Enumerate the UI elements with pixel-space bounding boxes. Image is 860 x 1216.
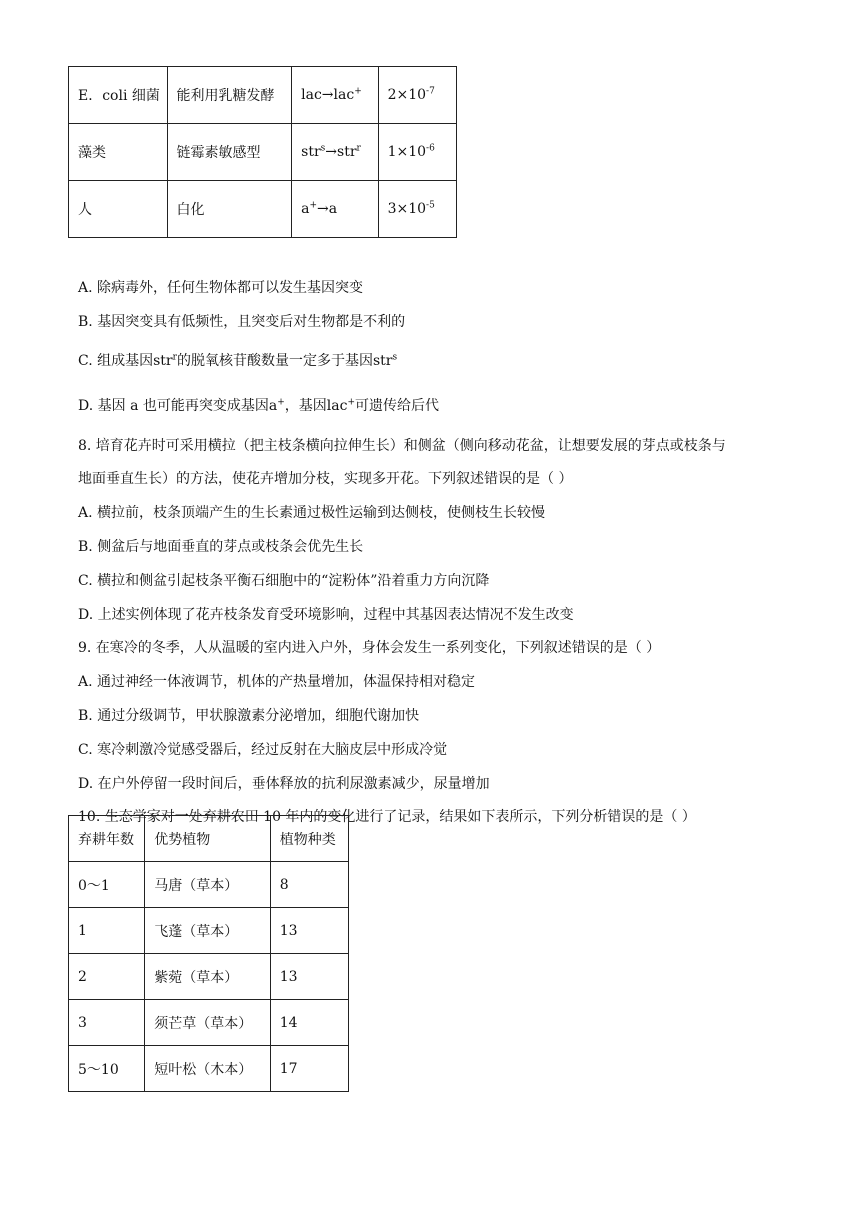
gene-superscript: + [277, 397, 285, 408]
q7-option-b: B. 基因突变具有低频性，且突变后对生物都是不利的 [78, 314, 406, 330]
years-cell: 5～10 [69, 1046, 145, 1092]
q10-stem: 10. 生态学家对一处弃耕农田 10 年内的变化进行了记录，结果如下表所示，下列分析错误的是（ ） [78, 809, 696, 825]
gene-cell [292, 181, 378, 238]
q9-option-d: D. 在户外停留一段时间后，垂体释放的抗利尿激素减少，尿量增加 [78, 776, 490, 792]
years-cell: 3 [69, 1000, 145, 1046]
rate-exponent: -7 [426, 86, 435, 97]
option-text: 可遗传给后代 [355, 398, 439, 414]
years-cell: 2 [69, 954, 145, 1000]
table-row [69, 908, 349, 954]
q9-option-a: A. 通过神经一体液调节，机体的产热量增加，体温保持相对稳定 [78, 674, 476, 690]
table-row [69, 862, 349, 908]
rate-text: 1×10 [387, 144, 427, 160]
option-text: D. 基因 a 也可能再突变成基因 [78, 398, 269, 414]
gene-text: a [301, 201, 310, 217]
table-row [69, 181, 457, 238]
gene-superscript: r [172, 352, 177, 363]
gene-symbol: str [153, 353, 173, 369]
gene-superscript: + [309, 200, 318, 211]
rate-exponent: -6 [426, 143, 435, 154]
option-text: 的脱氧核苷酸数量一定多于基因 [176, 353, 373, 369]
rate-exponent: -5 [426, 200, 435, 211]
q8-option-c: C. 横拉和侧盆引起枝条平衡石细胞中的“淀粉体”沿着重力方向沉降 [78, 573, 490, 589]
gene-cell [292, 67, 378, 124]
gene-superscript: s [392, 352, 398, 363]
rate-cell [378, 124, 456, 181]
trait-cell: 链霉素敏感型 [167, 124, 292, 181]
years-cell: 1 [69, 908, 145, 954]
table-row [69, 1046, 349, 1092]
q8-option-b: B. 侧盆后与地面垂直的芽点或枝条会优先生长 [78, 539, 364, 555]
trait-cell: 能利用乳糖发酵 [167, 67, 292, 124]
gene-superscript: + [347, 397, 355, 408]
q9-option-c: C. 寒冷刺激冷觉感受器后，经过反射在大脑皮层中形成冷觉 [78, 742, 448, 758]
table-row [69, 124, 457, 181]
trait-cell: 白化 [167, 181, 292, 238]
plant-cell: 短叶松（木本） [145, 1046, 270, 1092]
mutation-rate-table [68, 66, 457, 238]
plant-cell: 须芒草（草本） [145, 1000, 270, 1046]
q8-option-a: A. 横拉前，枝条顶端产生的生长素通过极性运输到达侧枝，使侧枝生长较慢 [78, 505, 546, 521]
gene-text-arrow: →str [325, 144, 357, 160]
rate-text: 2×10 [387, 87, 427, 103]
rate-text: 3×10 [387, 201, 427, 217]
table-row [69, 67, 457, 124]
gene-text: str [301, 144, 321, 160]
rate-cell [378, 67, 456, 124]
count-cell: 17 [270, 1046, 348, 1092]
q8-option-d: D. 上述实例体现了花卉枝条发育受环境影响，过程中其基因表达情况不发生改变 [78, 607, 574, 623]
gene-text-arrow: →a [317, 201, 338, 217]
gene-text: lac→lac [301, 87, 355, 103]
count-cell: 8 [270, 862, 348, 908]
option-text: C. 组成基因 [78, 353, 154, 369]
plant-cell: 马唐（草本） [145, 862, 270, 908]
gene-superscript: + [354, 86, 362, 97]
gene-symbol: lac [326, 398, 348, 414]
table-row [69, 954, 349, 1000]
q9-stem: 9. 在寒冷的冬季，人从温暖的室内进入户外，身体会发生一系列变化，下列叙述错误的是（ ） [78, 640, 661, 656]
plant-cell: 飞蓬（草本） [145, 908, 270, 954]
count-cell: 14 [270, 1000, 348, 1046]
table-header-row [69, 816, 349, 862]
count-cell: 13 [270, 908, 348, 954]
gene-superscript-2: r [356, 143, 361, 154]
gene-cell [292, 124, 378, 181]
organism-cell: E．coli 细菌 [69, 67, 168, 124]
organism-cell: 人 [69, 181, 168, 238]
column-header: 优势植物 [145, 816, 270, 862]
count-cell: 13 [270, 954, 348, 1000]
table-row [69, 1000, 349, 1046]
q8-stem-line1: 8. 培育花卉时可采用横拉（把主枝条横向拉伸生长）和侧盆（侧向移动花盆，让想要发展的芽点或枝条与 [78, 438, 726, 454]
succession-table [68, 815, 349, 1092]
column-header: 植物种类 [270, 816, 348, 862]
q9-option-b: B. 通过分级调节，甲状腺激素分泌增加，细胞代谢加快 [78, 708, 420, 724]
gene-symbol: str [372, 353, 393, 369]
rate-cell [378, 181, 456, 238]
q8-stem-line2: 地面垂直生长）的方法，使花卉增加分枝，实现多开花。下列叙述错误的是（ ） [78, 471, 573, 487]
plant-cell: 紫菀（草本） [145, 954, 270, 1000]
option-text: ，基因 [284, 398, 327, 414]
organism-cell: 藻类 [69, 124, 168, 181]
gene-symbol: a [268, 398, 278, 414]
q7-option-c [78, 350, 397, 372]
gene-superscript: s [320, 143, 326, 154]
column-header: 弃耕年数 [69, 816, 145, 862]
q7-option-d [78, 395, 439, 417]
q7-option-a: A. 除病毒外，任何生物体都可以发生基因突变 [78, 280, 364, 296]
years-cell: 0～1 [69, 862, 145, 908]
